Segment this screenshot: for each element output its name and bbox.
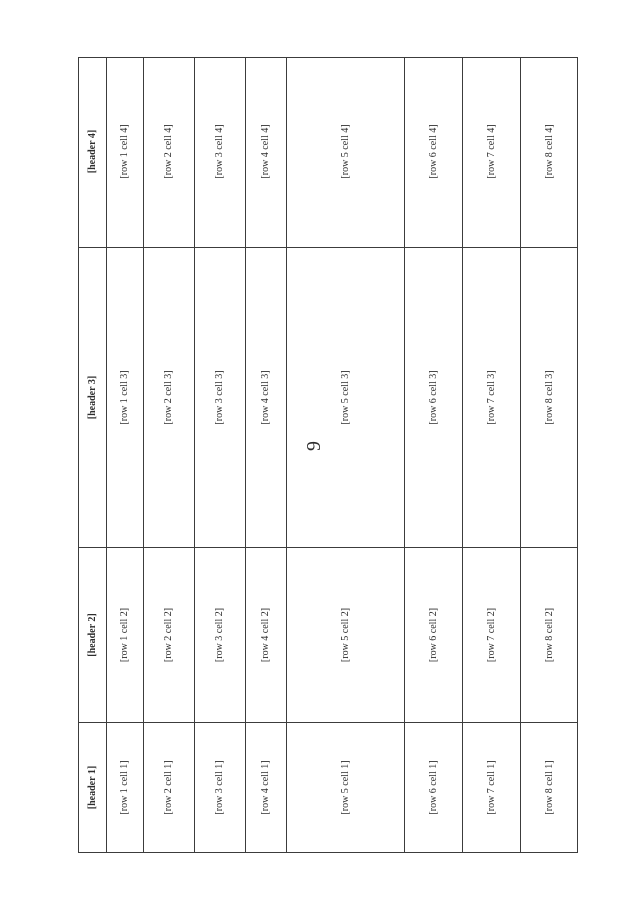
cell-text: [row 8 cell 3] xyxy=(543,370,555,425)
table-cell xyxy=(287,547,405,722)
page-number: 9 xyxy=(303,441,325,451)
table-cell xyxy=(107,722,144,852)
table-cell xyxy=(405,722,463,852)
cell-text: [row 3 cell 2] xyxy=(214,607,225,663)
table-cell xyxy=(107,547,144,722)
cell-text: [row 4 cell 2] xyxy=(260,607,271,663)
table-cell xyxy=(521,247,578,547)
table-cell xyxy=(144,247,195,547)
table-cell xyxy=(107,247,144,547)
table-cell xyxy=(521,722,578,852)
table-row xyxy=(405,58,463,852)
cell-text: [row 1 cell 2] xyxy=(119,607,130,663)
table-row xyxy=(521,58,578,852)
table-cell xyxy=(195,57,246,247)
table-cell xyxy=(287,722,405,852)
cell-text: [row 5 cell 4] xyxy=(339,124,351,179)
table-cell xyxy=(463,547,521,722)
header-cell xyxy=(79,57,107,247)
cell-text: [row 5 cell 1] xyxy=(339,760,351,815)
cell-text: [row 2 cell 4] xyxy=(163,124,174,179)
table-cell xyxy=(195,247,246,547)
table-cell xyxy=(246,547,287,722)
cell-text: [row 6 cell 3] xyxy=(427,370,439,425)
cell-text: [row 8 cell 2] xyxy=(543,607,555,663)
table-row xyxy=(246,58,287,852)
table-cell xyxy=(405,57,463,247)
cell-text: [row 7 cell 1] xyxy=(485,760,497,815)
table-cell xyxy=(405,247,463,547)
header-text: [header 1] xyxy=(86,765,98,810)
table-cell xyxy=(521,547,578,722)
cell-text: [row 4 cell 4] xyxy=(260,124,271,179)
table-cell xyxy=(107,57,144,247)
cell-text: [row 6 cell 4] xyxy=(427,124,439,179)
table-row xyxy=(144,58,195,852)
table-cell xyxy=(246,247,287,547)
cell-text: [row 8 cell 1] xyxy=(543,760,555,815)
cell-text: [row 1 cell 3] xyxy=(119,370,130,425)
table-cell xyxy=(287,57,405,247)
table-row xyxy=(287,58,405,852)
cell-text: [row 7 cell 3] xyxy=(485,370,497,425)
header-cell xyxy=(79,247,107,547)
table-cell xyxy=(463,247,521,547)
cell-text: [row 4 cell 1] xyxy=(260,760,271,815)
cell-text: [row 4 cell 3] xyxy=(260,370,271,425)
cell-text: [row 2 cell 2] xyxy=(163,607,174,663)
table-cell xyxy=(144,547,195,722)
cell-text: [row 2 cell 3] xyxy=(163,370,174,425)
cell-text: [row 3 cell 1] xyxy=(214,760,225,815)
cell-text: [row 1 cell 4] xyxy=(119,124,130,179)
cell-text: [row 5 cell 2] xyxy=(339,607,351,663)
cell-text: [row 6 cell 1] xyxy=(427,760,439,815)
table-row xyxy=(463,58,521,852)
table-cell xyxy=(246,722,287,852)
table-row xyxy=(107,58,144,852)
table-header xyxy=(79,58,107,852)
table-cell xyxy=(144,57,195,247)
table-cell xyxy=(463,722,521,852)
document-table xyxy=(78,57,578,853)
table-cell xyxy=(195,722,246,852)
cell-text: [row 3 cell 3] xyxy=(214,370,225,425)
table-cell xyxy=(246,57,287,247)
table-cell xyxy=(195,547,246,722)
cell-text: [row 7 cell 4] xyxy=(485,124,497,179)
cell-text: [row 3 cell 4] xyxy=(214,124,225,179)
cell-text: [row 5 cell 3] xyxy=(339,370,351,425)
table-cell xyxy=(144,722,195,852)
cell-text: [row 7 cell 2] xyxy=(485,607,497,663)
header-text: [header 4] xyxy=(86,129,98,174)
table-cell xyxy=(463,57,521,247)
header-cell xyxy=(79,722,107,852)
cell-text: [row 6 cell 2] xyxy=(427,607,439,663)
cell-text: [row 8 cell 4] xyxy=(543,124,555,179)
header-cell xyxy=(79,547,107,722)
cell-text: [row 1 cell 1] xyxy=(119,760,130,815)
table-cell xyxy=(521,57,578,247)
cell-text: [row 2 cell 1] xyxy=(163,760,174,815)
table-cell xyxy=(405,547,463,722)
header-text: [header 2] xyxy=(86,613,98,657)
header-text: [header 3] xyxy=(86,375,98,420)
table-cell xyxy=(287,247,405,547)
table-row xyxy=(195,58,246,852)
